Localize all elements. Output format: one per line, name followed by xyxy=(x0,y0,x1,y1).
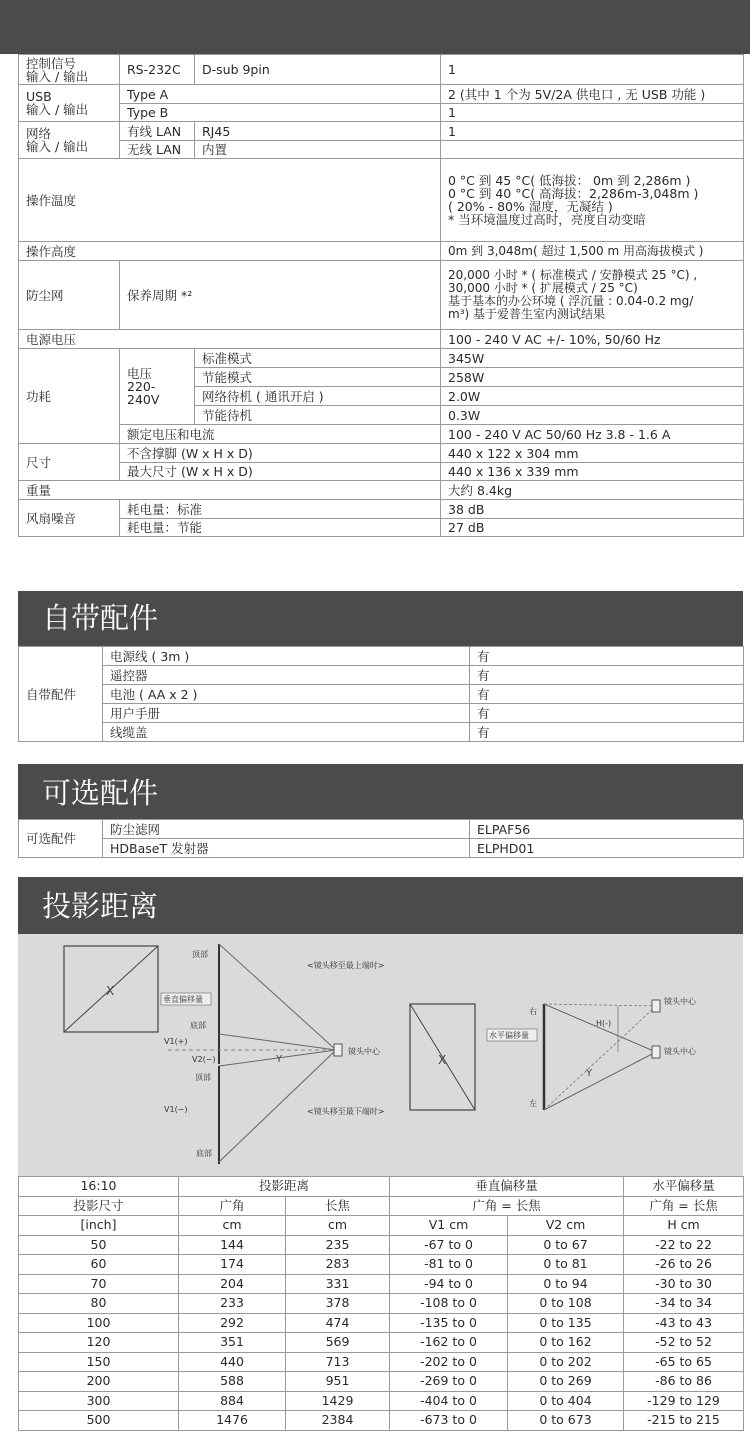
spec-sub: 耗电量：标准 xyxy=(120,500,441,519)
table-cell: 0 to 673 xyxy=(508,1411,624,1431)
table-row xyxy=(19,1313,744,1333)
table-cell: -34 to 34 xyxy=(624,1294,744,1314)
table-cell: 0 to 108 xyxy=(508,1294,624,1314)
table-cell: 440 xyxy=(179,1352,286,1372)
accessory-value: 有 xyxy=(470,685,744,704)
accessories-label: 自带配件 xyxy=(19,647,103,742)
beam-line xyxy=(544,1004,656,1006)
optional-table xyxy=(18,819,744,858)
table-cell: 174 xyxy=(179,1255,286,1275)
header-cell: 垂直偏移量 xyxy=(390,1177,624,1197)
spec-sub: 有线 LAN xyxy=(120,122,195,141)
table-cell: 884 xyxy=(179,1391,286,1411)
label-lens-center-top: 镜头中心 xyxy=(664,997,696,1006)
label-v1-minus: V1(−) xyxy=(164,1105,188,1114)
lens-box-top xyxy=(652,1000,660,1012)
table-cell: 60 xyxy=(19,1255,179,1275)
spec-value: 1 xyxy=(441,104,744,122)
spec-label: 操作温度 xyxy=(19,159,441,242)
accessories-table xyxy=(18,646,744,742)
table-cell: 144 xyxy=(179,1235,286,1255)
table-row xyxy=(19,839,744,858)
spec-label: 电源电压 xyxy=(19,330,441,349)
table-cell: 120 xyxy=(19,1333,179,1353)
spec-label: 操作高度 xyxy=(19,242,441,261)
optional-name: 防尘滤网 xyxy=(103,820,470,839)
label-x-2: X xyxy=(438,1053,447,1067)
table-cell: -202 to 0 xyxy=(390,1352,508,1372)
label-lens-bottom: <镜头移至最下端时> xyxy=(307,1107,385,1116)
table-cell: -404 to 0 xyxy=(390,1391,508,1411)
table-cell: 0 to 162 xyxy=(508,1333,624,1353)
header-cell: cm xyxy=(286,1216,390,1236)
accessory-value: 有 xyxy=(470,647,744,666)
spec-label: 重量 xyxy=(19,481,441,500)
optional-value: ELPHD01 xyxy=(470,839,744,858)
spec-sub: 不含撑脚 (W x H x D) xyxy=(120,444,441,463)
spec-value: 2.0W xyxy=(441,387,744,406)
spec-row-usb-b xyxy=(19,104,744,122)
table-cell: -86 to 86 xyxy=(624,1372,744,1392)
table-cell: -673 to 0 xyxy=(390,1411,508,1431)
header-cell: 广角 xyxy=(179,1196,286,1216)
table-row xyxy=(19,1411,744,1431)
optional-value: ELPAF56 xyxy=(470,820,744,839)
spec-value: 2 (其中 1 个为 5V/2A 供电口 , 无 USB 功能 ) xyxy=(441,85,744,104)
table-cell: -269 to 0 xyxy=(390,1372,508,1392)
table-header-row xyxy=(19,1196,744,1216)
label-left: 左 xyxy=(529,1099,537,1108)
distance-table-body xyxy=(19,1235,744,1430)
table-row xyxy=(19,820,744,839)
label-v2: V2(−) xyxy=(192,1055,216,1064)
table-row xyxy=(19,1333,744,1353)
optional-title: 可选配件 xyxy=(18,764,743,819)
accessory-name: 用户手册 xyxy=(103,704,470,723)
spec-sub: RS-232C xyxy=(120,55,195,85)
distance-title: 投影距离 xyxy=(18,877,743,934)
beam-line xyxy=(219,1034,336,1050)
table-cell: 204 xyxy=(179,1274,286,1294)
spec-value: 0m 到 3,048m( 超过 1,500 m 用高海拔模式 ) xyxy=(441,242,744,261)
spec-sub: 额定电压和电流 xyxy=(120,425,441,444)
table-cell: 150 xyxy=(19,1352,179,1372)
beam-line xyxy=(544,1004,656,1052)
spec-value: 440 x 136 x 339 mm xyxy=(441,463,744,481)
table-header-row xyxy=(19,1216,744,1236)
spec-sub: Type A xyxy=(120,85,441,104)
label-right: 右 xyxy=(529,1007,537,1016)
table-cell: -94 to 0 xyxy=(390,1274,508,1294)
table-cell: 292 xyxy=(179,1313,286,1333)
header-cell: 广角 = 长焦 xyxy=(624,1196,744,1216)
table-cell: 713 xyxy=(286,1352,390,1372)
spec-sub: 无线 LAN xyxy=(120,141,195,159)
spec-sub: 节能模式 xyxy=(195,368,441,387)
spec-value: 38 dB xyxy=(441,500,744,519)
table-cell: 80 xyxy=(19,1294,179,1314)
label-lens-top: <镜头移至最上端时> xyxy=(307,961,385,970)
spec-sub: 内置 xyxy=(195,141,441,159)
spec-row-noise-2 xyxy=(19,519,744,537)
table-row xyxy=(19,685,744,704)
table-cell: 0 to 269 xyxy=(508,1372,624,1392)
table-cell: -129 to 129 xyxy=(624,1391,744,1411)
table-cell: 951 xyxy=(286,1372,390,1392)
header-cell: V1 cm xyxy=(390,1216,508,1236)
table-cell: 331 xyxy=(286,1274,390,1294)
top-header-bar xyxy=(0,0,750,54)
spec-row-noise-1 xyxy=(19,500,744,519)
spec-row-filter xyxy=(19,261,744,330)
table-row xyxy=(19,1235,744,1255)
spec-sub: 耗电量：节能 xyxy=(120,519,441,537)
spec-row-network-wired xyxy=(19,122,744,141)
accessory-value: 有 xyxy=(470,666,744,685)
spec-value: 0.3W xyxy=(441,406,744,425)
spec-row-control xyxy=(19,55,744,85)
spec-value: 440 x 122 x 304 mm xyxy=(441,444,744,463)
label-x: X xyxy=(106,984,115,998)
beam-line xyxy=(544,1052,656,1110)
header-cell: 投影尺寸 xyxy=(19,1196,179,1216)
optional-label: 可选配件 xyxy=(19,820,103,858)
header-cell: H cm xyxy=(624,1216,744,1236)
label-top-2: 顶部 xyxy=(195,1073,211,1082)
accessory-value: 有 xyxy=(470,723,744,742)
table-cell: 283 xyxy=(286,1255,390,1275)
table-row xyxy=(19,723,744,742)
label-y: Y xyxy=(276,1054,283,1065)
table-cell: 0 to 67 xyxy=(508,1235,624,1255)
spec-table xyxy=(18,54,744,537)
projection-diagram xyxy=(18,934,743,1177)
accessory-value: 有 xyxy=(470,704,744,723)
table-cell: -81 to 0 xyxy=(390,1255,508,1275)
header-cell: V2 cm xyxy=(508,1216,624,1236)
table-cell: -30 to 30 xyxy=(624,1274,744,1294)
accessory-name: 电池 ( AA x 2 ) xyxy=(103,685,470,704)
spec-row-network-wireless xyxy=(19,141,744,159)
table-cell: 100 xyxy=(19,1313,179,1333)
spec-sub: 标准模式 xyxy=(195,349,441,368)
header-cell: 投影距离 xyxy=(179,1177,390,1197)
header-cell: [inch] xyxy=(19,1216,179,1236)
header-cell: 16:10 xyxy=(19,1177,179,1197)
spec-sub: 网络待机 ( 通讯开启 ) xyxy=(195,387,441,406)
table-cell: 569 xyxy=(286,1333,390,1353)
table-cell: 50 xyxy=(19,1235,179,1255)
spec-sub: 保养周期 *² xyxy=(120,261,441,330)
spec-sub: 节能待机 xyxy=(195,406,441,425)
table-cell: 235 xyxy=(286,1235,390,1255)
table-header-row xyxy=(19,1177,744,1197)
table-cell: 588 xyxy=(179,1372,286,1392)
spec-label: 尺寸 xyxy=(19,444,120,481)
spec-value: 100 - 240 V AC +/- 10%, 50/60 Hz xyxy=(441,330,744,349)
accessory-name: 线缆盖 xyxy=(103,723,470,742)
spec-value: 大约 8.4kg xyxy=(441,481,744,500)
table-cell: 0 to 135 xyxy=(508,1313,624,1333)
spec-sub: 最大尺寸 (W x H x D) xyxy=(120,463,441,481)
label-h: H(-) xyxy=(596,1019,612,1028)
table-cell: 70 xyxy=(19,1274,179,1294)
spec-value: 100 - 240 V AC 50/60 Hz 3.8 - 1.6 A xyxy=(441,425,744,444)
table-row xyxy=(19,1352,744,1372)
spec-label: USB 输入 / 输出 xyxy=(19,85,120,122)
table-cell: -108 to 0 xyxy=(390,1294,508,1314)
table-row xyxy=(19,1274,744,1294)
label-bottom: 底部 xyxy=(190,1021,206,1030)
beam-line xyxy=(219,1050,336,1162)
table-cell: 1476 xyxy=(179,1411,286,1431)
header-cell: 水平偏移量 xyxy=(624,1177,744,1197)
label-top: 顶部 xyxy=(192,950,208,959)
table-row xyxy=(19,704,744,723)
spec-label: 网络 输入 / 输出 xyxy=(19,122,120,159)
spec-row-altitude xyxy=(19,242,744,261)
table-cell: -65 to 65 xyxy=(624,1352,744,1372)
spec-sub: 电压 220- 240V xyxy=(120,349,195,425)
accessories-title: 自带配件 xyxy=(18,591,743,646)
spec-row-size-1 xyxy=(19,444,744,463)
spec-row-temperature xyxy=(19,159,744,242)
table-cell: 2384 xyxy=(286,1411,390,1431)
spec-value: 1 xyxy=(441,122,744,141)
table-row xyxy=(19,1255,744,1275)
header-cell: 广角 = 长焦 xyxy=(390,1196,624,1216)
accessory-name: 遥控器 xyxy=(103,666,470,685)
spec-value: 0 °C 到 45 °C( 低海拔： 0m 到 2,286m ) 0 °C 到 40 °C( 高海拔：2,286m-3,048m ) ( 20% - 80% 湿度，无凝结 ) * 当环境温度过高时，亮度自动变暗 xyxy=(441,159,744,242)
table-row xyxy=(19,1372,744,1392)
table-cell: 0 to 81 xyxy=(508,1255,624,1275)
spec-row-usb-a xyxy=(19,85,744,104)
label-hshift: 水平偏移量 xyxy=(489,1031,529,1040)
table-row xyxy=(19,666,744,685)
table-cell: -162 to 0 xyxy=(390,1333,508,1353)
spec-row-size-2 xyxy=(19,463,744,481)
spec-label: 功耗 xyxy=(19,349,120,444)
label-vshift: 垂直偏移量 xyxy=(163,995,203,1004)
spec-label: 风扇噪音 xyxy=(19,500,120,537)
spec-row-power-rated xyxy=(19,425,744,444)
table-cell: 0 to 94 xyxy=(508,1274,624,1294)
table-cell: -26 to 26 xyxy=(624,1255,744,1275)
table-cell: 300 xyxy=(19,1391,179,1411)
table-cell: 378 xyxy=(286,1294,390,1314)
label-y-2: Y xyxy=(586,1068,593,1079)
table-cell: -43 to 43 xyxy=(624,1313,744,1333)
table-cell: -52 to 52 xyxy=(624,1333,744,1353)
lens-box xyxy=(334,1044,342,1056)
spec-label: 防尘网 xyxy=(19,261,120,330)
spec-sub: D-sub 9pin xyxy=(195,55,441,85)
spec-label: 控制信号 输入 / 输出 xyxy=(19,55,120,85)
table-cell: 0 to 404 xyxy=(508,1391,624,1411)
spec-value: 20,000 小时 * ( 标准模式 / 安静模式 25 °C) , 30,000 小时 * ( 扩展模式 / 25 °C) 基于基本的办公环境 ( 浮沉量 : 0.04-0.2 mg/ m³) 基于爱普生室内测试结果 xyxy=(441,261,744,330)
spec-row-weight xyxy=(19,481,744,500)
table-cell: 200 xyxy=(19,1372,179,1392)
lens-box-bottom xyxy=(652,1046,660,1058)
table-cell: -135 to 0 xyxy=(390,1313,508,1333)
table-row xyxy=(19,647,744,666)
table-cell: 0 to 202 xyxy=(508,1352,624,1372)
spec-sub: RJ45 xyxy=(195,122,441,141)
table-cell: 1429 xyxy=(286,1391,390,1411)
table-cell: -22 to 22 xyxy=(624,1235,744,1255)
label-v1-plus: V1(+) xyxy=(164,1037,188,1046)
label-lens-center-bottom: 镜头中心 xyxy=(664,1047,696,1056)
distance-table xyxy=(18,1176,744,1431)
table-cell: 233 xyxy=(179,1294,286,1314)
beam-line xyxy=(219,944,336,1050)
table-cell: -67 to 0 xyxy=(390,1235,508,1255)
spec-value: 1 xyxy=(441,55,744,85)
table-row xyxy=(19,1294,744,1314)
spec-value: 258W xyxy=(441,368,744,387)
header-cell: 长焦 xyxy=(286,1196,390,1216)
table-cell: 351 xyxy=(179,1333,286,1353)
table-cell: -215 to 215 xyxy=(624,1411,744,1431)
table-cell: 500 xyxy=(19,1411,179,1431)
accessory-name: 电源线 ( 3m ) xyxy=(103,647,470,666)
header-cell: cm xyxy=(179,1216,286,1236)
table-row xyxy=(19,1391,744,1411)
table-cell: 474 xyxy=(286,1313,390,1333)
spec-sub: Type B xyxy=(120,104,441,122)
spec-row-voltage xyxy=(19,330,744,349)
spec-value: 27 dB xyxy=(441,519,744,537)
label-lens-center: 镜头中心 xyxy=(348,1047,380,1056)
spec-value: 345W xyxy=(441,349,744,368)
label-bottom-2: 底部 xyxy=(196,1149,212,1158)
optional-name: HDBaseT 发射器 xyxy=(103,839,470,858)
spec-row-power-standard xyxy=(19,349,744,368)
